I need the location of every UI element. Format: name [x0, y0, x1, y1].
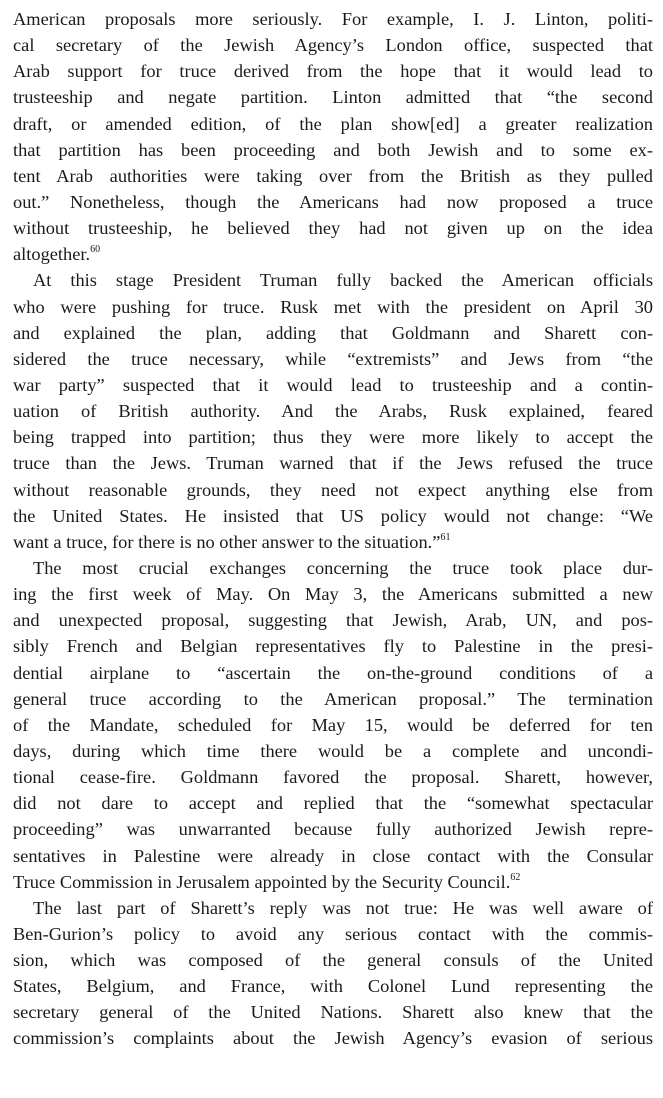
- paragraph-3: [13, 555, 653, 895]
- text-line: [13, 869, 653, 895]
- text-line: draft, or amended edition, of the plan show[ed] a greater realization: [13, 113, 653, 134]
- text-line: the United States. He insisted that US policy would not change: “We: [13, 505, 653, 526]
- footnote-marker: 62: [510, 871, 521, 883]
- text-line: and explained the plan, adding that Goldmann and Sharett con-: [13, 322, 653, 343]
- text-line: truce than the Jews. Truman warned that if the Jews refused the truce: [13, 453, 653, 474]
- footnote-marker: 61: [440, 531, 451, 543]
- text-line: tional cease-fire. Goldmann favored the proposal. Sharett, however,: [13, 767, 653, 788]
- text-line: secretary general of the United Nations. Sharett also knew that the: [13, 1002, 653, 1023]
- paragraph-2: [13, 267, 653, 555]
- text-line: sibly French and Belgian representatives fly to Palestine in the presi-: [13, 636, 653, 657]
- text-line: days, during which time there would be a complete and uncondi-: [13, 740, 653, 761]
- text-line: out.” Nonetheless, though the Americans had now proposed a truce: [13, 191, 653, 212]
- text-line: without trusteeship, he believed they had not given up on the idea: [13, 218, 653, 239]
- text-line-content: want a truce, for there is no other answer to the situation.”: [13, 531, 441, 552]
- text-line: who were pushing for truce. Rusk met with the president on April 30: [13, 296, 653, 317]
- paragraph-4: [13, 895, 653, 1052]
- text-line: that partition has been proceeding and both Jewish and to some ex-: [13, 139, 653, 160]
- text-line: States, Belgium, and France, with Colonel Lund representing the: [13, 976, 653, 997]
- text-line: sentatives in Palestine were already in close contact with the Consular: [13, 845, 653, 866]
- text-line-content: Truce Commission in Jerusalem appointed by the Security Council.: [13, 871, 511, 892]
- text-line-content: altogether.: [13, 244, 91, 265]
- text-line: cal secretary of the Jewish Agency’s London office, suspected that: [13, 35, 653, 56]
- text-line: without reasonable grounds, they need not expect anything else from: [13, 479, 653, 500]
- text-line: sidered the truce necessary, while “extremists” and Jews from “the: [13, 348, 653, 369]
- text-line: trusteeship and negate partition. Linton admitted that “the second: [13, 87, 653, 108]
- text-line: uation of British authority. And the Arabs, Rusk explained, feared: [13, 401, 653, 422]
- text-line: [13, 529, 653, 555]
- paragraph-1: [13, 6, 653, 267]
- text-line: commission’s complaints about the Jewish Agency’s evasion of serious: [13, 1028, 653, 1049]
- text-line: Arab support for truce derived from the hope that it would lead to: [13, 61, 653, 82]
- text-line: sion, which was composed of the general consuls of the United: [13, 950, 653, 971]
- text-line: tent Arab authorities were taking over from the British as they pulled: [13, 165, 653, 186]
- text-line: American proposals more seriously. For example, I. J. Linton, politi-: [13, 9, 653, 29]
- text-line: being trapped into partition; thus they were more likely to accept the: [13, 427, 653, 448]
- text-line: [13, 241, 653, 267]
- text-line: ing the first week of May. On May 3, the Americans submitted a new: [13, 584, 653, 605]
- text-line: and unexpected proposal, suggesting that Jewish, Arab, UN, and pos-: [13, 610, 653, 631]
- text-line: proceeding” was unwarranted because fully authorized Jewish repre-: [13, 819, 653, 840]
- text-line: did not dare to accept and replied that the “somewhat spectacular: [13, 793, 653, 814]
- text-line: dential airplane to “ascertain the on-the-ground conditions of a: [13, 662, 653, 683]
- footnote-marker: 60: [90, 244, 101, 256]
- text-line: At this stage President Truman fully backed the American officials: [33, 270, 653, 291]
- text-line: war party” suspected that it would lead to trusteeship and a contin-: [13, 374, 653, 395]
- text-line: Ben-Gurion’s policy to avoid any serious contact with the commis-: [13, 923, 653, 944]
- text-line: The most crucial exchanges concerning the truce took place dur-: [33, 557, 653, 578]
- text-line: The last part of Sharett’s reply was not true: He was well aware of: [33, 897, 653, 918]
- text-line: general truce according to the American proposal.” The termination: [13, 688, 653, 709]
- text-line: of the Mandate, scheduled for May 15, would be deferred for ten: [13, 714, 653, 735]
